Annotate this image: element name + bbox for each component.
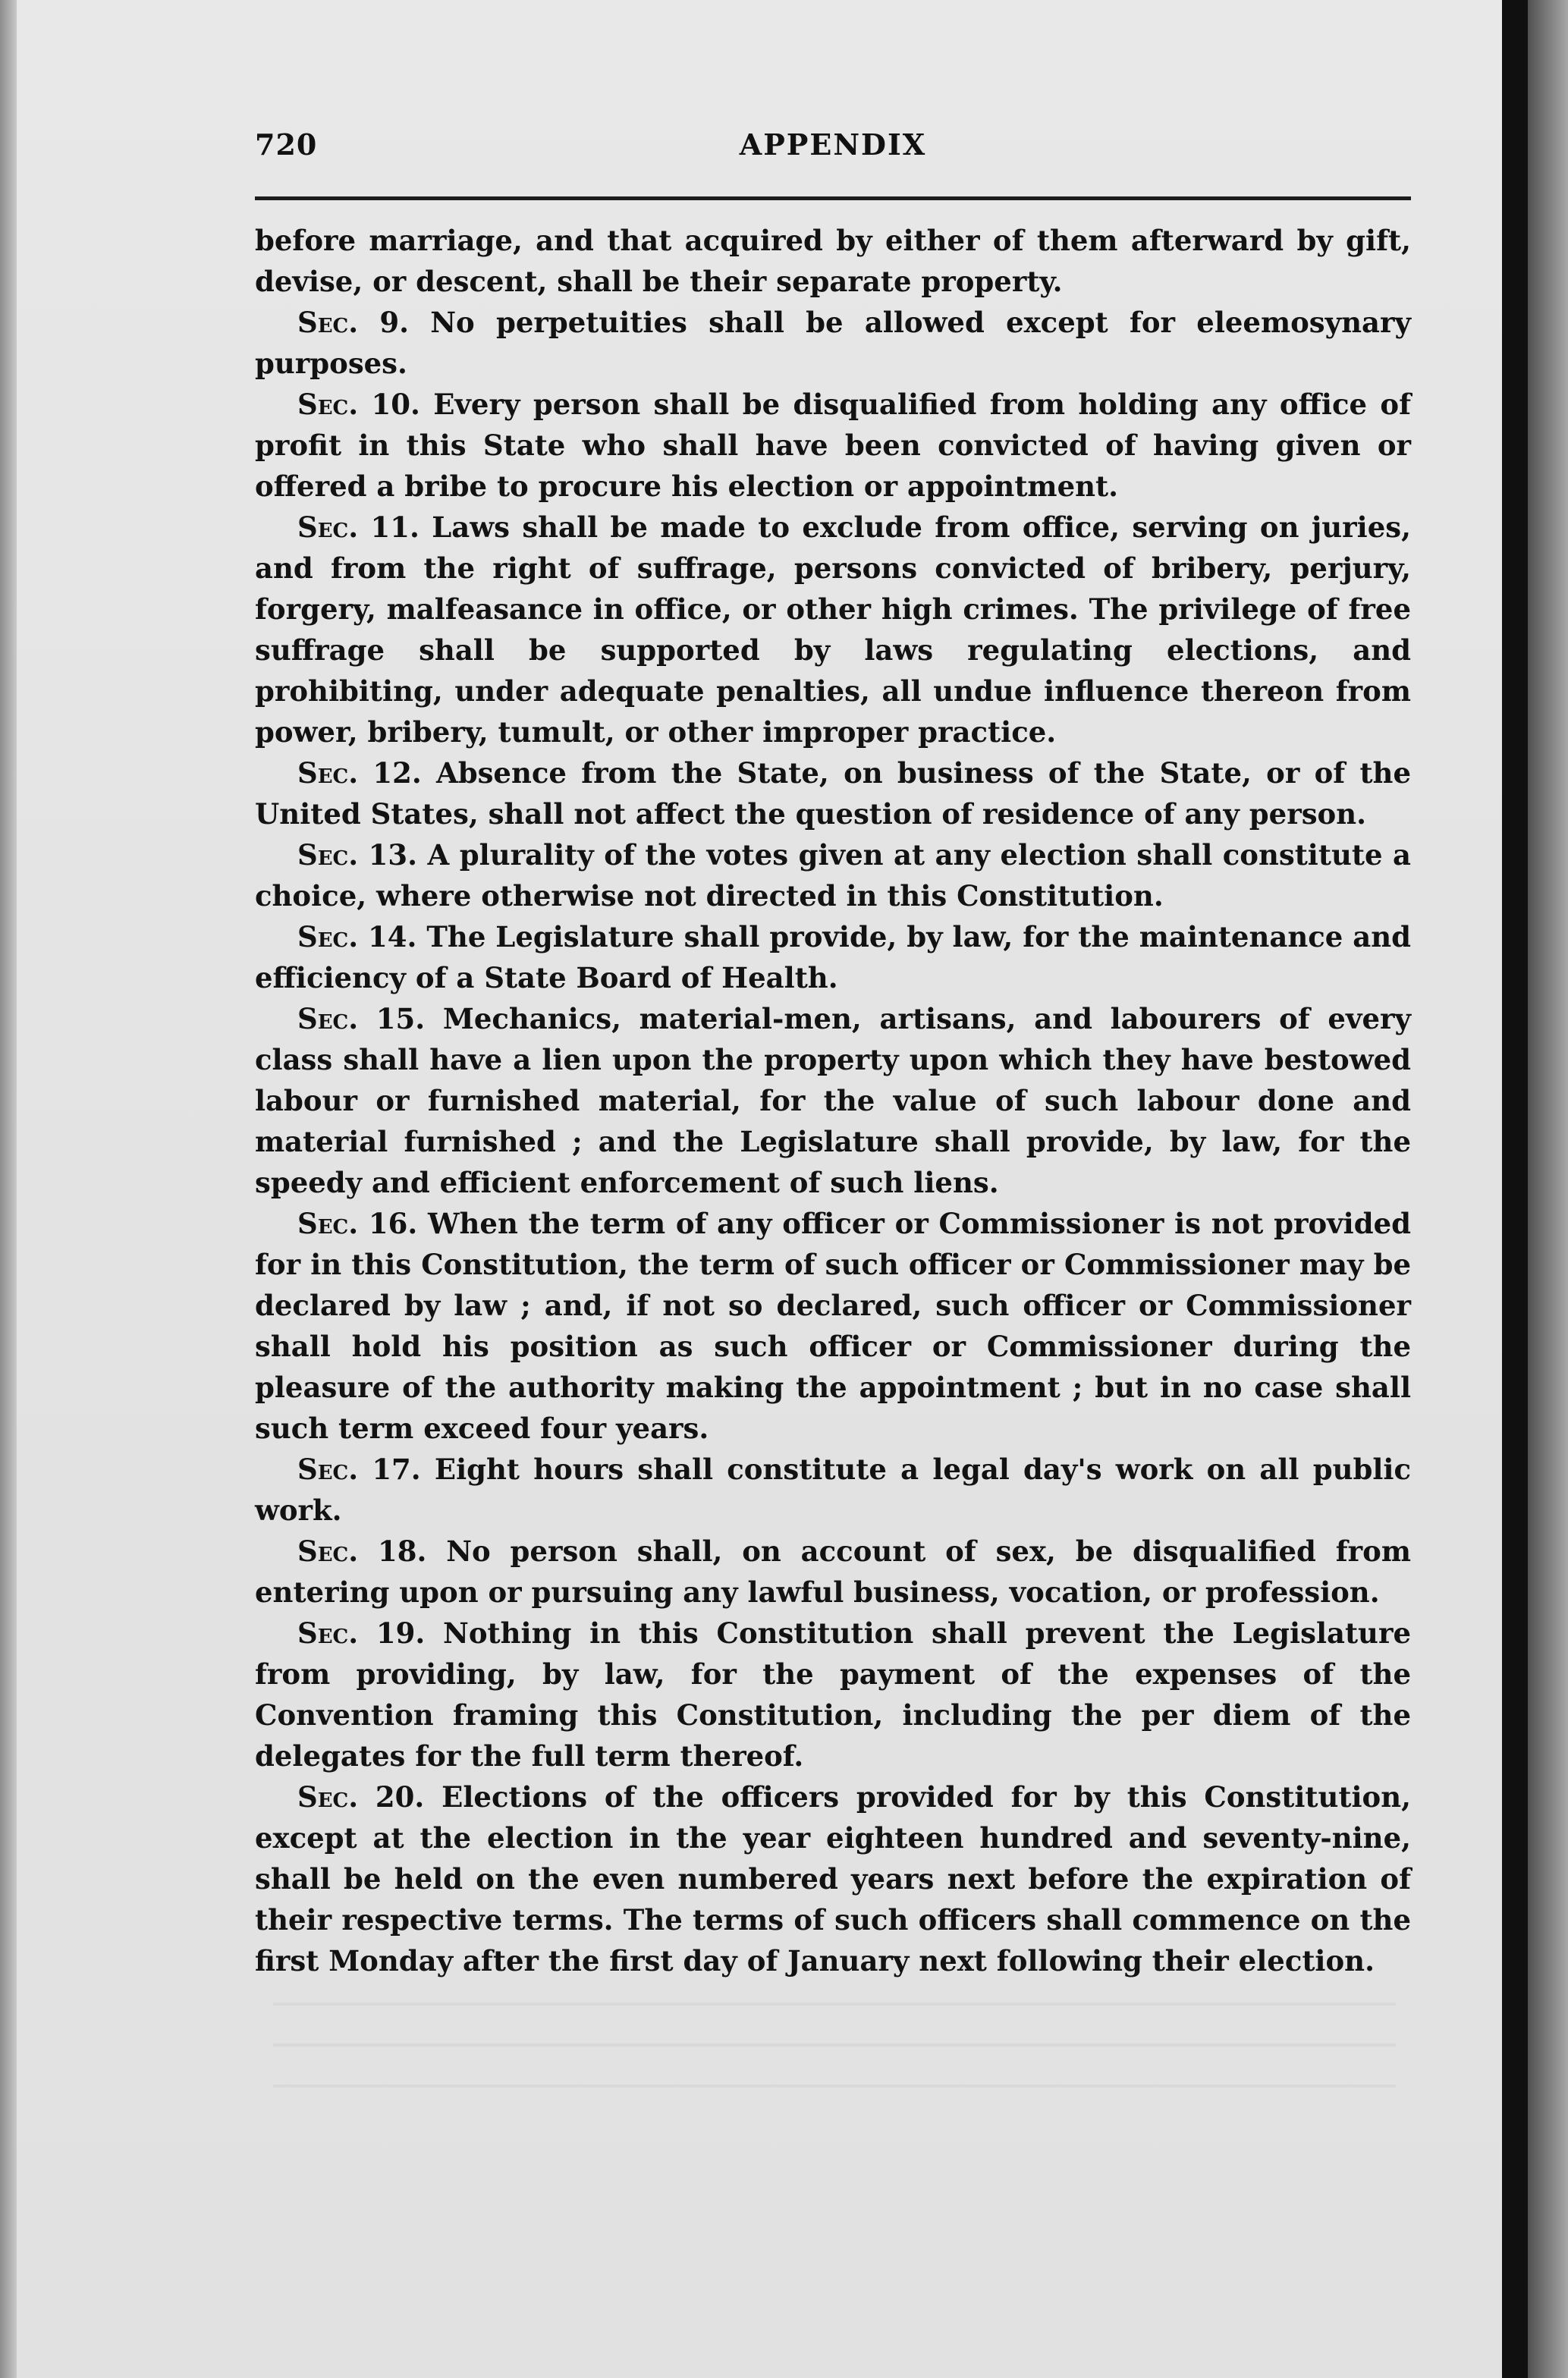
section-text: Laws shall be made to exclude from office, serving on juries, and from the right of suffrage, persons convicted of bribery, perjury, forgery, malfeasance in office, or other high crimes. The privilege of free suffrage shall be supported by laws regulating elections, and prohibiting, under adequate penalties, all undue influence thereon from power, bribery, tumult, or other improper practice. xyxy=(255,510,1411,749)
section-text: The Legislature shall provide, by law, for the maintenance and efficiency of a State Board of Health. xyxy=(255,920,1411,994)
section-17 xyxy=(255,1449,1411,1531)
section-text: Elections of the officers provided for by this Constitution, except at the election in the year eighteen hundred and seventy-nine, shall be held on the even numbered years next before the expiration of their respective terms. The terms of such officers shall commence on the first Monday after the first day of January next following their election. xyxy=(255,1780,1411,1977)
section-14 xyxy=(255,916,1411,998)
section-16 xyxy=(255,1203,1411,1449)
book-edge xyxy=(1528,0,1568,2378)
section-label: Sec. 9. xyxy=(297,306,409,339)
section-text: No person shall, on account of sex, be disqualified from entering upon or pursuing any lawful business, vocation, or profession. xyxy=(255,1535,1411,1609)
page-header xyxy=(255,127,1411,173)
scan-left-edge xyxy=(0,0,17,2378)
header-rule xyxy=(255,196,1411,200)
section-15 xyxy=(255,998,1411,1203)
book-spine-shadow xyxy=(1502,0,1528,2378)
section-label: Sec. 13. xyxy=(297,838,418,872)
section-19 xyxy=(255,1613,1411,1776)
paragraph-text: before marriage, and that acquired by either of them afterward by gift, devise, or descent, shall be their separate property. xyxy=(255,224,1411,298)
section-label: Sec. 18. xyxy=(297,1535,427,1568)
section-text: A plurality of the votes given at any election shall constitute a choice, where otherwise not directed in this Constitution. xyxy=(255,838,1411,913)
paragraph-continuation xyxy=(255,220,1411,302)
section-label: Sec. 19. xyxy=(297,1616,426,1650)
section-label: Sec. 11. xyxy=(297,510,419,544)
section-text: Nothing in this Constitution shall prevent the Legislature from providing, by law, for the payment of the expenses of the Convention framing this Constitution, including the per diem of the delegates for the full term thereof. xyxy=(255,1616,1411,1773)
section-text: When the term of any officer or Commissioner is not provided for in this Constitution, the term of such officer or Commissioner may be declared by law ; and, if not so declared, such officer or Commissioner shall hold his position as such officer or Commissioner during the pleasure of the authority making the appointment ; but in no case shall such term exceed four years. xyxy=(255,1207,1411,1445)
section-text: Every person shall be disqualified from holding any office of profit in this State who shall have been convicted of having given or offered a bribe to procure his election or appointment. xyxy=(255,388,1411,503)
section-18 xyxy=(255,1531,1411,1613)
section-text: Mechanics, material-men, artisans, and labourers of every class shall have a lien upon the property upon which they have bestowed labour or furnished material, for the value of such labour done and material furnished ; and the Legislature shall provide, by law, for the speedy and efficient enforcement of such liens. xyxy=(255,1002,1411,1199)
section-label: Sec. 17. xyxy=(297,1453,421,1486)
section-12 xyxy=(255,752,1411,834)
running-head: APPENDIX xyxy=(739,127,927,162)
page-body xyxy=(255,220,1411,1981)
section-13 xyxy=(255,834,1411,916)
section-label: Sec. 10. xyxy=(297,388,420,421)
page-number: 720 xyxy=(255,127,318,162)
section-label: Sec. 15. xyxy=(297,1002,426,1035)
section-20 xyxy=(255,1776,1411,1981)
section-label: Sec. 12. xyxy=(297,756,422,790)
section-9 xyxy=(255,302,1411,384)
section-label: Sec. 20. xyxy=(297,1780,425,1814)
section-11 xyxy=(255,507,1411,752)
section-10 xyxy=(255,384,1411,507)
section-label: Sec. 14. xyxy=(297,920,417,953)
bleed-through-shadow xyxy=(273,2003,1396,2109)
section-label: Sec. 16. xyxy=(297,1207,418,1240)
section-text: Absence from the State, on business of the State, or of the United States, shall not affect the question of residence of any person. xyxy=(255,756,1411,831)
section-text: Eight hours shall constitute a legal day's work on all public work. xyxy=(255,1453,1411,1527)
section-text: No perpetuities shall be allowed except for eleemosynary purposes. xyxy=(255,306,1411,380)
